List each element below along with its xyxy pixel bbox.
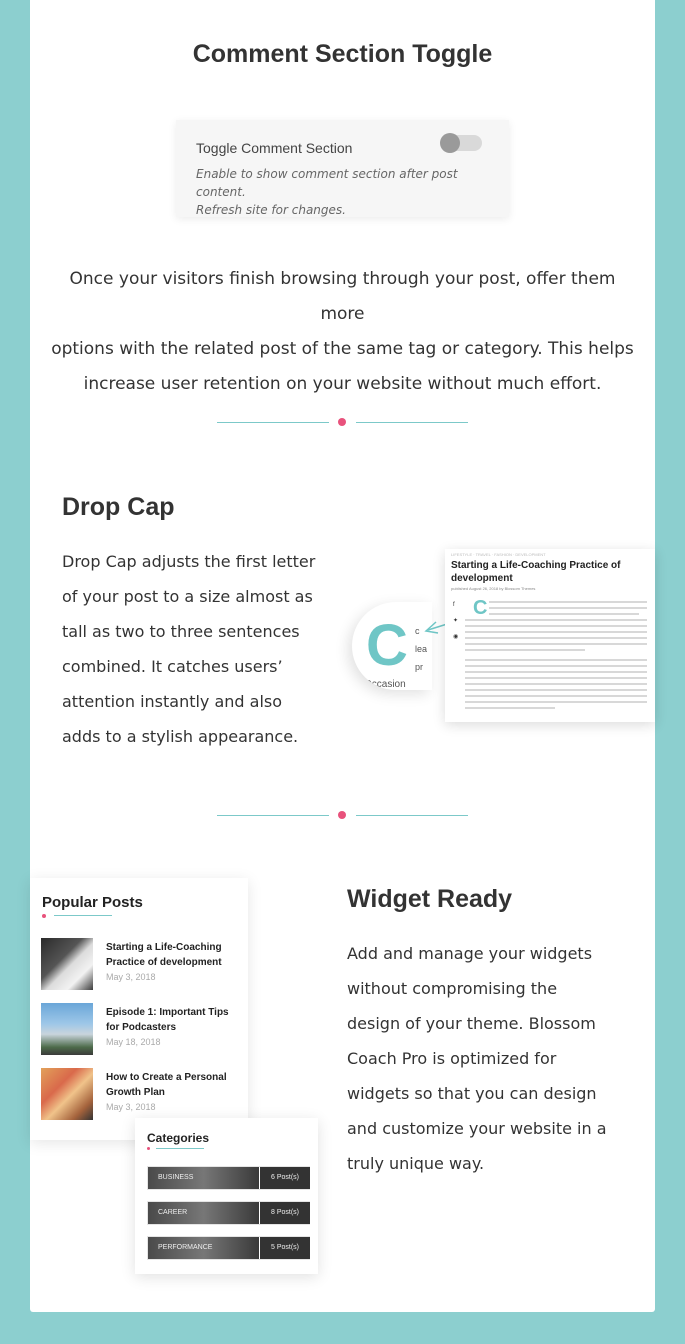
description-line: of your post to a size almost as: [62, 587, 313, 606]
drop-cap-description: [62, 544, 352, 754]
title-accent-dot: [147, 1147, 150, 1150]
drop-cap-zoom-bubble: [352, 602, 432, 690]
widget-ready-description: [347, 936, 637, 1181]
facebook-icon: f: [453, 602, 455, 608]
preview-drop-cap: C: [473, 597, 488, 619]
preview-text-line: [465, 701, 647, 703]
bubble-text-fragment: pr: [415, 662, 424, 672]
post-thumbnail[interactable]: [41, 1003, 93, 1055]
drop-cap-letter: C: [366, 613, 408, 678]
category-count: 5 Post(s): [260, 1237, 310, 1259]
category-count: 8 Post(s): [260, 1202, 310, 1224]
preview-text-line: [465, 637, 647, 639]
popular-post-item[interactable]: [41, 1068, 241, 1120]
divider-line: [356, 422, 468, 423]
bubble-text-fragment: lea: [415, 644, 428, 654]
preview-text-line: [465, 707, 555, 709]
category-item[interactable]: [147, 1236, 310, 1260]
preview-text-line: [489, 601, 647, 603]
content-card: [30, 0, 655, 1312]
preview-text-line: [465, 643, 647, 645]
preview-text-line: [465, 677, 647, 679]
categories-widget: [135, 1118, 318, 1274]
preview-text-line: [489, 613, 639, 615]
category-name[interactable]: BUSINESS: [148, 1167, 259, 1189]
divider-dot: [338, 418, 346, 426]
section-divider: [217, 811, 468, 821]
post-date: May 3, 2018: [106, 972, 156, 982]
comment-section-heading: Comment Section Toggle: [192, 40, 493, 68]
comment-section-description: [50, 262, 635, 402]
toggle-label: Toggle Comment Section: [196, 140, 353, 156]
post-preview-screenshot: [445, 549, 655, 722]
post-thumbnail[interactable]: [41, 938, 93, 990]
preview-text-line: [465, 619, 647, 621]
description-line: truly unique way.: [347, 1154, 485, 1173]
switch-knob: [440, 133, 460, 153]
bubble-text-fragment: Occasion: [364, 679, 406, 690]
title-accent-dot: [42, 914, 46, 918]
post-date: May 18, 2018: [106, 1037, 161, 1047]
divider-line: [217, 422, 329, 423]
description-line: Drop Cap adjusts the first letter: [62, 552, 316, 571]
category-item[interactable]: [147, 1166, 310, 1190]
description-line: without compromising the: [347, 979, 558, 998]
preview-text-line: [465, 649, 585, 651]
post-title-link[interactable]: Starting a Life-Coaching Practice of development: [106, 942, 222, 968]
preview-text-line: [489, 607, 647, 609]
toggle-desc-line: Refresh site for changes.: [196, 203, 346, 217]
preview-text-line: [465, 683, 647, 685]
post-thumbnail[interactable]: [41, 1068, 93, 1120]
preview-text-line: [465, 631, 647, 633]
preview-text-line: [465, 695, 647, 697]
preview-text-line: [465, 665, 647, 667]
description-line: tall as two to three sentences: [62, 622, 300, 641]
categories-title: Categories: [147, 1131, 210, 1145]
post-title-link[interactable]: Episode 1: Important Tips for Podcasters: [106, 1007, 229, 1033]
divider-line: [217, 815, 329, 816]
description-line: combined. It catches users’: [62, 657, 283, 676]
preview-text-line: [465, 625, 647, 627]
divider-line: [356, 815, 468, 816]
preview-text-line: [465, 671, 647, 673]
title-accent-line: [54, 915, 112, 916]
description-line: and customize your website in a: [347, 1119, 607, 1138]
description-line: increase user retention on your website without much effort.: [83, 374, 602, 394]
preview-text-line: [465, 659, 647, 661]
description-line: adds to a stylish appearance.: [62, 727, 299, 746]
widget-ready-heading: Widget Ready: [347, 885, 513, 913]
comment-toggle-switch[interactable]: [442, 135, 482, 151]
twitter-icon: ✦: [453, 618, 459, 624]
pinterest-icon: ◉: [453, 634, 459, 640]
popular-posts-widget: [30, 878, 248, 1140]
description-line: attention instantly and also: [62, 692, 283, 711]
category-count: 6 Post(s): [260, 1167, 310, 1189]
description-line: Once your visitors finish browsing through your post, offer them more: [69, 269, 616, 324]
post-date: May 3, 2018: [106, 1102, 156, 1112]
preview-text-line: [465, 689, 647, 691]
description-line: design of your theme. Blossom: [347, 1014, 596, 1033]
preview-title: Starting a Life-Coaching Practice of development: [451, 560, 621, 584]
preview-breadcrumb: LIFESTYLE · TRAVEL · FASHION · DEVELOPMENT: [451, 552, 546, 557]
divider-dot: [338, 811, 346, 819]
post-title-link[interactable]: How to Create a Personal Growth Plan: [106, 1072, 227, 1098]
drop-cap-heading: Drop Cap: [62, 493, 175, 521]
title-accent-line: [156, 1148, 204, 1149]
section-divider: [217, 418, 468, 428]
popular-post-item[interactable]: [41, 1003, 241, 1055]
description-line: widgets so that you can design: [347, 1084, 597, 1103]
category-name[interactable]: CAREER: [148, 1202, 259, 1224]
toggle-description: [196, 165, 496, 219]
category-item[interactable]: [147, 1201, 310, 1225]
toggle-desc-line: Enable to show comment section after post content.: [196, 167, 458, 199]
description-line: options with the related post of the same tag or category. This helps: [51, 339, 634, 359]
popular-posts-title: Popular Posts: [42, 894, 143, 911]
bubble-text-fragment: c: [415, 626, 420, 636]
toggle-comment-panel: [176, 120, 509, 217]
description-line: Coach Pro is optimized for: [347, 1049, 557, 1068]
description-line: Add and manage your widgets: [347, 944, 593, 963]
preview-meta: published August 26, 2018 by Blossom Themes: [451, 586, 536, 591]
category-name[interactable]: PERFORMANCE: [148, 1237, 259, 1259]
popular-post-item[interactable]: [41, 938, 241, 990]
